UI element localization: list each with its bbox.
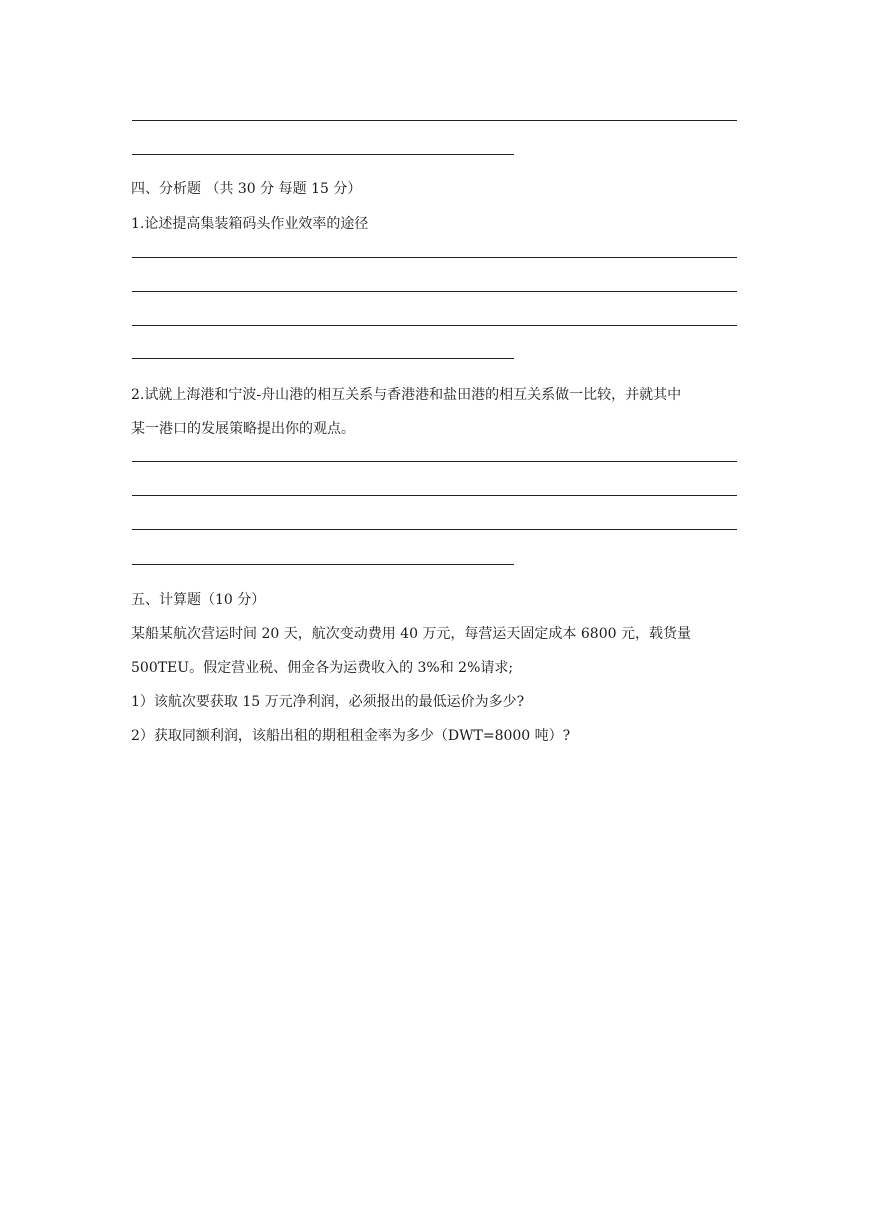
answer-line	[132, 291, 737, 292]
section-5-heading: 五、计算题（10 分）	[131, 592, 266, 608]
answer-line	[132, 461, 737, 462]
section-4-heading: 四、分析题 （共 30 分 每题 15 分）	[131, 181, 362, 197]
problem-text-line-2: 500TEU。假定营业税、佣金各为运费收入的 3%和 2%请求;	[131, 660, 514, 676]
question-1: 1.论述提高集装箱码头作业效率的途径	[131, 216, 369, 232]
question-2-line-1: 2.试就上海港和宁波-舟山港的相互关系与香港港和盐田港的相互关系做一比较，并就其中	[131, 387, 682, 403]
answer-line	[132, 325, 737, 326]
problem-text-line-1: 某船某航次营运时间 20 天，航次变动费用 40 万元，每营运天固定成本 6800 元，载货量	[131, 626, 691, 642]
sub-question-1: 1）该航次要获取 15 万元净利润，必须报出的最低运价为多少?	[131, 694, 525, 710]
answer-line	[132, 564, 514, 565]
answer-line	[132, 358, 514, 359]
sub-question-2: 2）获取同额利润，该船出租的期租租金率为多少（DWT=8000 吨）?	[131, 728, 571, 744]
question-2-line-2: 某一港口的发展策略提出你的观点。	[131, 421, 355, 437]
answer-line	[132, 120, 737, 121]
answer-line	[132, 154, 514, 155]
answer-line	[132, 495, 737, 496]
answer-line	[132, 257, 737, 258]
answer-line	[132, 529, 737, 530]
